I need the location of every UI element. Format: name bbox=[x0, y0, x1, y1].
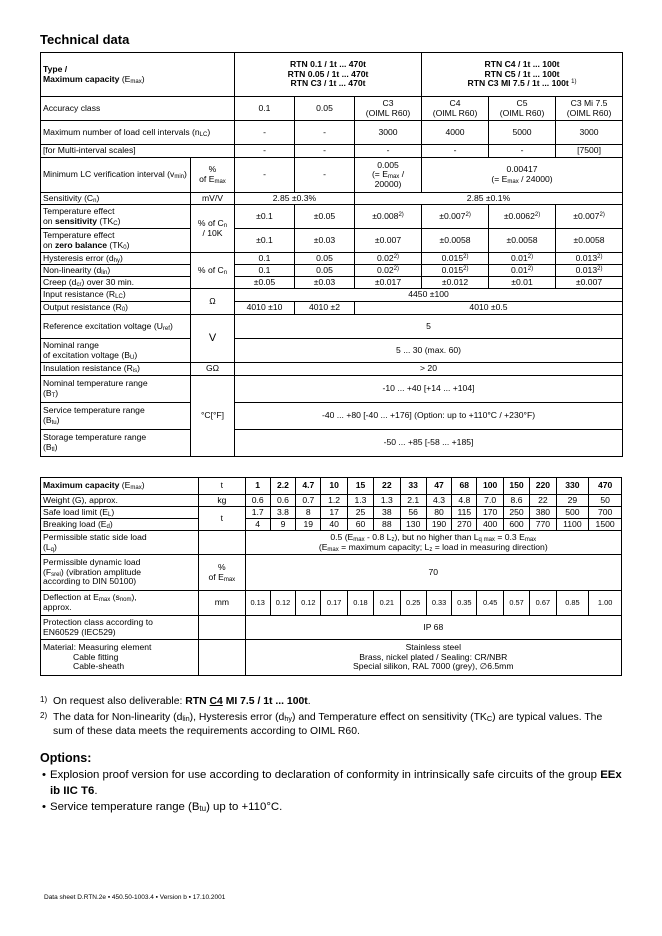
safe-load-row: Safe load limit $(E_L)$ t 1.7 3.8 8 17 25 38 56 80 115 170 250 380 500 700 bbox=[41, 507, 622, 519]
creep-row: Creep $(d_{cr})$ over 30 min. ±0.05 ±0.03 ±0.017 ±0.012 ±0.01 ±0.007 bbox=[41, 277, 623, 289]
tkc-row: Temperature effect on sensitivity $(TK_C)$ % of $C_n$ / 10K ±0.1 ±0.05 $\pm 0.008^{2)}$ $\pm 0.007^{2)}$ $\pm 0.0062^{2)}$ $\pm 0.007^{2)}$ bbox=[41, 205, 623, 229]
footnote-1: 1) On request also deliverable: RTN C4 MI 7.5 / 1t ... 100t. bbox=[40, 695, 311, 707]
accuracy-row: Accuracy class 0.1 0.05 C3 (OIML R60) C4 (OIML R60) C5 (OIML R60) C3 Mi 7.5 (OIML R60) bbox=[41, 97, 623, 121]
storage-temp-row: Storage temperature range $(B_{tl})$ -50 ... +85 [-58 ... +185] bbox=[41, 430, 623, 457]
type-header-cell: Type / Maximum capacity $(E_{max})$ bbox=[41, 53, 235, 97]
option-item: • Explosion proof version for use according to declaration of conformity in intrinsically safe circuits of the group EEx ib IIC T6. bbox=[42, 769, 622, 797]
static-side-load-row: Permissible static side load $(L_q)$ 0.5 ($E_{max} - 0.8$ $L_z$), but no higher than $L_{q max} = 0.3$ $E_{max}$ ($E_{max}$ = maximum capacity; $L_z$ = load in measuring direction) bbox=[41, 531, 622, 555]
insulation-row: Insulation resistance $(R_{is})$ GΩ > 20 bbox=[41, 363, 623, 376]
options-list bbox=[40, 768, 622, 816]
weight-row: Weight (G), approx. kg 0.6 0.6 0.7 1.2 1.3 1.3 2.1 4.3 4.8 7.0 8.6 22 29 50 bbox=[41, 495, 622, 507]
group-b-header: RTN C4 / 1t ... 100t RTN C5 / 1t ... 100t RTN C3 MI 7.5 / 1t ... 100t $^{1)}$ bbox=[422, 53, 623, 97]
output-resistance-row: Output resistance $(R_0)$ 4010 ±10 4010 ±2 4010 ±0.5 bbox=[41, 302, 623, 315]
capacity-data-table bbox=[40, 477, 622, 676]
breaking-load-row: Breaking load $(E_d)$ 4 9 19 40 60 88 130 190 270 400 600 770 1100 1500 bbox=[41, 519, 622, 531]
bu-row: Nominal range of excitation voltage $(B_U)$ 5 ... 30 (max. 60) bbox=[41, 339, 623, 363]
technical-data-table bbox=[40, 52, 623, 457]
deflection-row: Deflection at $E_{max}$ $(s_{nom})$, approx. mm 0.13 0.12 0.12 0.17 0.18 0.21 0.25 0.33 0.35 0.45 0.57 0.67 0.85 1.00 bbox=[41, 591, 622, 616]
sensitivity-row: Sensitivity $(C_n)$ mV/V 2.85 ±0.3% 2.85 ±0.1% bbox=[41, 193, 623, 205]
options-heading: Options: bbox=[40, 751, 92, 765]
footer: Data sheet D.RTN.2e ▪ 450.50-1003.4 ▪ Version b ▪ 17.10.2001 bbox=[44, 894, 226, 901]
protection-class-row: Protection class according to EN60529 (IEC529) IP 68 bbox=[41, 616, 622, 640]
material-row: Material: Measuring element Cable fitting Cable-sheath Stainless steel Brass, nickel plated / Sealing: CR/NBR Special silikon, RAL 7000 (grey), ∅6.5mm bbox=[41, 640, 622, 676]
nonlinearity-row: Non-linearity $(d_{lin})$ 0.1 0.05 0.02$^{2)}$ 0.015$^{2)}$ 0.01$^{2)}$ 0.013$^{2)}$ bbox=[41, 265, 623, 277]
group-a-header: RTN 0.1 / 1t ... 470t RTN 0.05 / 1t ... 470t RTN C3 / 1t ... 470t bbox=[235, 53, 422, 97]
header-row bbox=[41, 53, 623, 97]
tk0-row: Temperature effect on zero balance $(TK_0)$ ±0.1 ±0.03 ±0.007 ±0.0058 ±0.0058 ±0.0058 bbox=[41, 229, 623, 253]
nlc-row: Maximum number of load cell intervals $(n_{LC})$ - - 3000 4000 5000 3000 bbox=[41, 121, 623, 145]
nominal-temp-row: Nominal temperature range $(B_T)$ °C[°F] -10 ... +40 [+14 ... +104] bbox=[41, 376, 623, 403]
option-item: • Service temperature range $(B_{tu})$ up to +110°C. bbox=[42, 800, 283, 813]
section-title: Technical data bbox=[40, 32, 130, 47]
hysteresis-row: Hysteresis error $(d_{hy})$ % of $C_n$ 0.1 0.05 0.02$^{2)}$ 0.015$^{2)}$ 0.01$^{2)}$ 0.013$^{2)}$ bbox=[41, 253, 623, 265]
footnote-2: 2) The data for Non-linearity $(d_{lin})$, Hysteresis error $(d_{hy})$ and Temperature effect on sensitivity $(TK_C)$ are typical values. The sum of these data meets the requirements according to OIML R60. bbox=[40, 711, 603, 738]
vmin-row: Minimum LC verification interval $(v_{min})$ % of $E_{max}$ - - 0.005 (= $E_{max}$ / 20000) 0.00417 (= $E_{max} / 24000$) bbox=[41, 158, 623, 193]
input-resistance-row: Input resistance $(R_{LC})$ Ω 4450 ±100 bbox=[41, 289, 623, 302]
dynamic-load-row: Permissible dynamic load $(F_{srel})$ (vibration amplitude according to DIN 50100) % of $E_{max}$ 70 bbox=[41, 555, 622, 591]
nlc-multi-row: [for Multi-interval scales] - - - - - [7500] bbox=[41, 145, 623, 158]
uref-row: Reference excitation voltage $(U_{ref})$ V 5 bbox=[41, 315, 623, 339]
capacity-row: Maximum capacity $(E_{max})$ t 1 2.2 4.7 10 15 22 33 47 68 100 150 220 330 470 bbox=[41, 478, 622, 495]
service-temp-row: Service temperature range $(B_{tu})$ -40 ... +80 [-40 ... +176] (Option: up to +110°C / +230°F) bbox=[41, 403, 623, 430]
footnotes bbox=[40, 695, 622, 741]
